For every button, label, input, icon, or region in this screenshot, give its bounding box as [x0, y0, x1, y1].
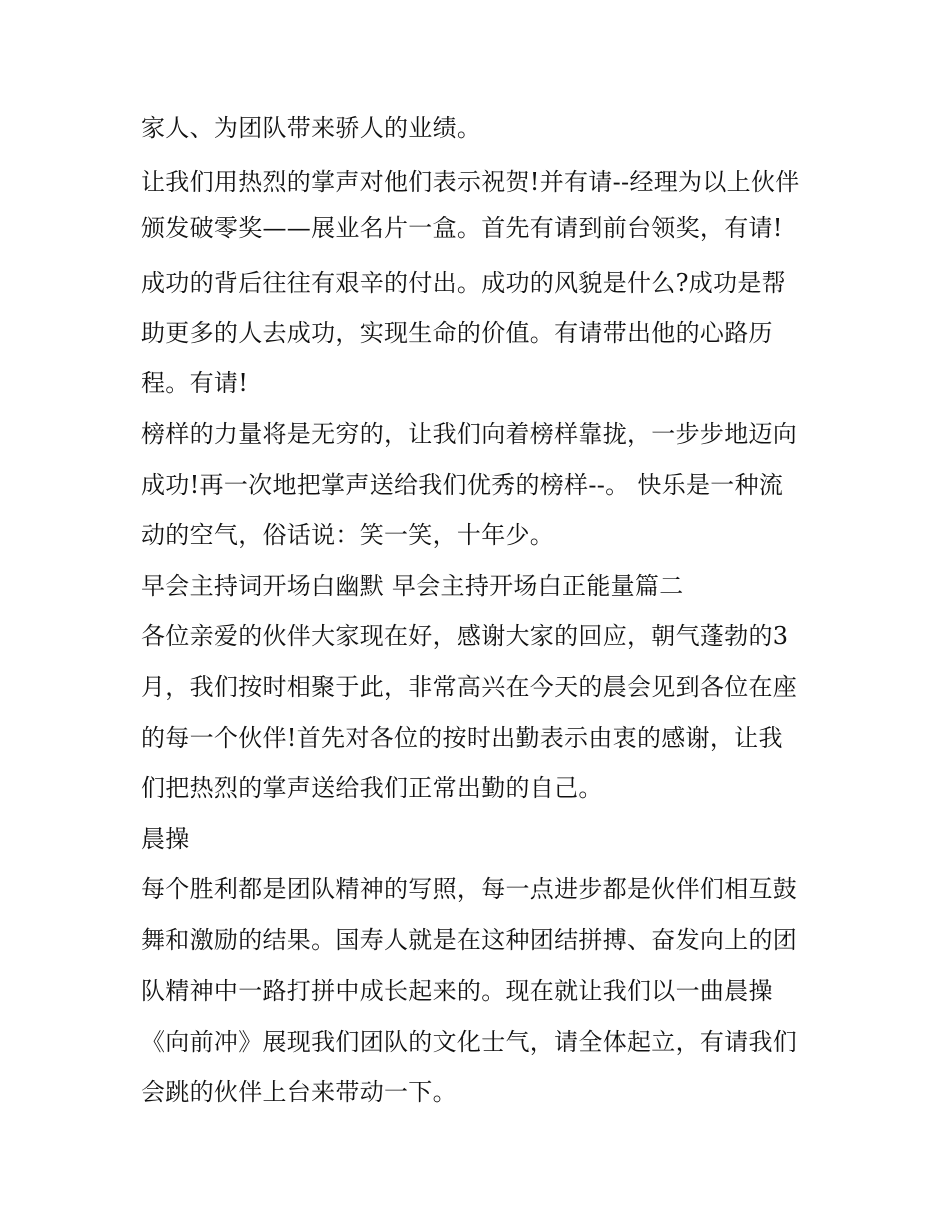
- text-line: 会跳的伙伴上台来带动一下。: [141, 1078, 457, 1106]
- text-line: 成功的背后往往有艰辛的付出。成功的风貌是什么?成功是帮: [141, 269, 786, 297]
- text-line: 成功!再一次地把掌声送给我们优秀的榜样--。 快乐是一种流: [141, 471, 784, 499]
- text-line: 月，我们按时相聚于此，非常高兴在今天的晨会见到各位在座: [141, 673, 798, 701]
- text-line: 助更多的人去成功，实现生命的价值。有请带出他的心路历: [141, 319, 773, 347]
- text-line: 动的空气，俗话说：笑一笑，十年少。: [141, 521, 555, 549]
- text-line: 各位亲爱的伙伴大家现在好，感谢大家的回应，朝气蓬勃的3: [141, 622, 789, 650]
- text-line: 们把热烈的掌声送给我们正常出勤的自己。: [141, 774, 603, 802]
- text-line: 《向前冲》展现我们团队的文化士气，请全体起立，有请我们: [141, 1028, 798, 1056]
- text-line: 让我们用热烈的掌声对他们表示祝贺!并有请--经理为以上伙伴: [141, 168, 800, 196]
- text-line: 每个胜利都是团队精神的写照，每一点进步都是伙伴们相互鼓: [141, 875, 798, 903]
- section-heading: 早会主持词开场白幽默 早会主持开场白正能量篇二: [141, 572, 684, 600]
- text-line: 家人、为团队带来骄人的业绩。: [141, 114, 482, 142]
- text-line: 的每一个伙伴!首先对各位的按时出勤表示由衷的感谢，让我: [141, 724, 783, 752]
- section-heading: 晨操: [141, 825, 190, 853]
- text-line: 榜样的力量将是无穷的，让我们向着榜样靠拢，一步步地迈向: [141, 420, 798, 448]
- text-line: 舞和激励的结果。国寿人就是在这种团结拼搏、奋发向上的团: [141, 926, 798, 954]
- text-line: 队精神中一路打拼中成长起来的。现在就让我们以一曲晨操: [141, 977, 773, 1005]
- text-line: 颁发破零奖——展业名片一盒。首先有请到前台领奖，有请!: [141, 214, 783, 242]
- text-line: 程。有请!: [141, 369, 249, 397]
